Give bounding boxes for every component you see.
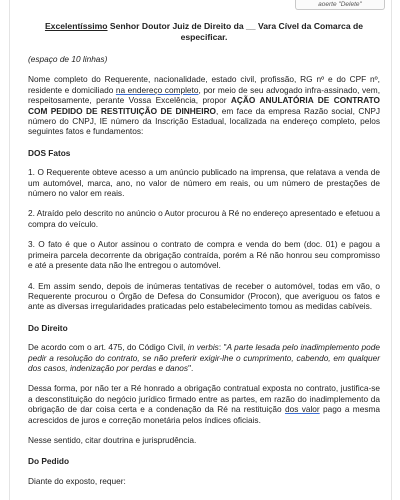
- section-heading-pedido: Do Pedido: [28, 456, 70, 467]
- fato-paragraph-2: 2. Atraído pelo descrito no anúncio o Autor procurou à Ré no endereço apresentado e efetuou a compra do veículo.: [28, 208, 380, 229]
- pedido-paragraph-1: Diante do exposto, requer:: [28, 475, 126, 486]
- tracked-change[interactable]: na endereço completo: [115, 84, 199, 95]
- fato-paragraph-4: 4. Em assim sendo, depois de inúmeras tentativas de receber o automóvel, todas em vão, o Requerente procurou o Órgão de Defesa do Consumidor (Procon), que averiguou os fatos e ante as diversas irregularidades praticadas pelo estabelecimento tomou as medidas cabíveis.: [28, 280, 380, 312]
- section-heading-fatos: DOS Fatos: [28, 147, 71, 158]
- fato-paragraph-3: 3. O fato é que o Autor assinou o contrato de compra e venda do bem (doc. 01) e pagou a primeira parcela decorrente da obrigação contraída, porém a Ré não honrou seu compromisso e até a presente data não lhe entregou o automóvel.: [28, 239, 380, 271]
- direito-text: De acordo com o art. 475, do Código Civil,: [28, 342, 188, 353]
- spacing-note: (espaço de 10 linhas): [28, 54, 108, 64]
- section-heading-direito: Do Direito: [28, 322, 68, 333]
- intro-text: , por meio de seu advogado infra-assinado, vem, respeitosamente, perante Vossa Excelência, propor: [28, 84, 380, 106]
- document-content: [28, 21, 380, 486]
- title-underlined-word: Excelentíssimo: [44, 21, 108, 31]
- comment-bubble[interactable]: aoerte "Delete": [295, 0, 385, 10]
- direito-text: : ": [218, 342, 227, 353]
- action-name: AÇÃO ANULATÓRIA DE CONTRATO COM PEDIDO DE RESTITUIÇÃO DE DINHEIRO: [28, 95, 381, 116]
- intro-text: , em face da empresa Razão social, CNPJ número do CNPJ, IE número da Inscrição Estadual, localizada na endereço completo, pelos seguintes fatos e fundamentos:: [28, 105, 380, 137]
- law-quote: A parte lesada pelo inadimplemento pode pedir a resolução do contrato, se não preferir exigir-lhe o cumprimento, cabendo, em qualquer dos casos, indenização por perdas e danos: [28, 342, 380, 373]
- document-title: [28, 21, 380, 42]
- tracked-change[interactable]: dos valor: [284, 404, 320, 415]
- direito-paragraph-2: [28, 383, 380, 425]
- direito-paragraph-1: [28, 342, 380, 373]
- title-text: Senhor Doutor Juiz de Direito da __ Vara Cível da Comarca de especificar.: [107, 21, 364, 42]
- direito-paragraph-3: Nesse sentido, citar doutrina e jurisprudência.: [28, 434, 197, 445]
- direito-text: ".: [188, 362, 194, 373]
- latin-term: in verbis: [187, 342, 219, 353]
- intro-text: Nome completo do Requerente, nacionalidade, estado civil, profissão, RG nº e do CPF nº, residente e domiciliado: [28, 74, 380, 95]
- direito-text: Dessa forma, por não ter a Ré honrado a obrigação contratual exposta no contrato, justifica-se a desconstituição do negócio jurídico firmado entre as partes, em razão do inadimplemento da obrigação de dar coisa certa e a condenação da Ré na restituição: [28, 383, 380, 415]
- intro-paragraph: [28, 74, 380, 136]
- document-page: [9, 0, 392, 500]
- fato-paragraph-1: 1. O Requerente obteve acesso a um anúncio publicado na imprensa, que relatava a venda de um automóvel, marca, ano, no valor de número em reais, ou um número de prestações de número no valor em reais.: [28, 167, 380, 199]
- direito-text: pago a mesma acrescidos de juros e correção monetária pelos índices oficiais.: [28, 404, 381, 425]
